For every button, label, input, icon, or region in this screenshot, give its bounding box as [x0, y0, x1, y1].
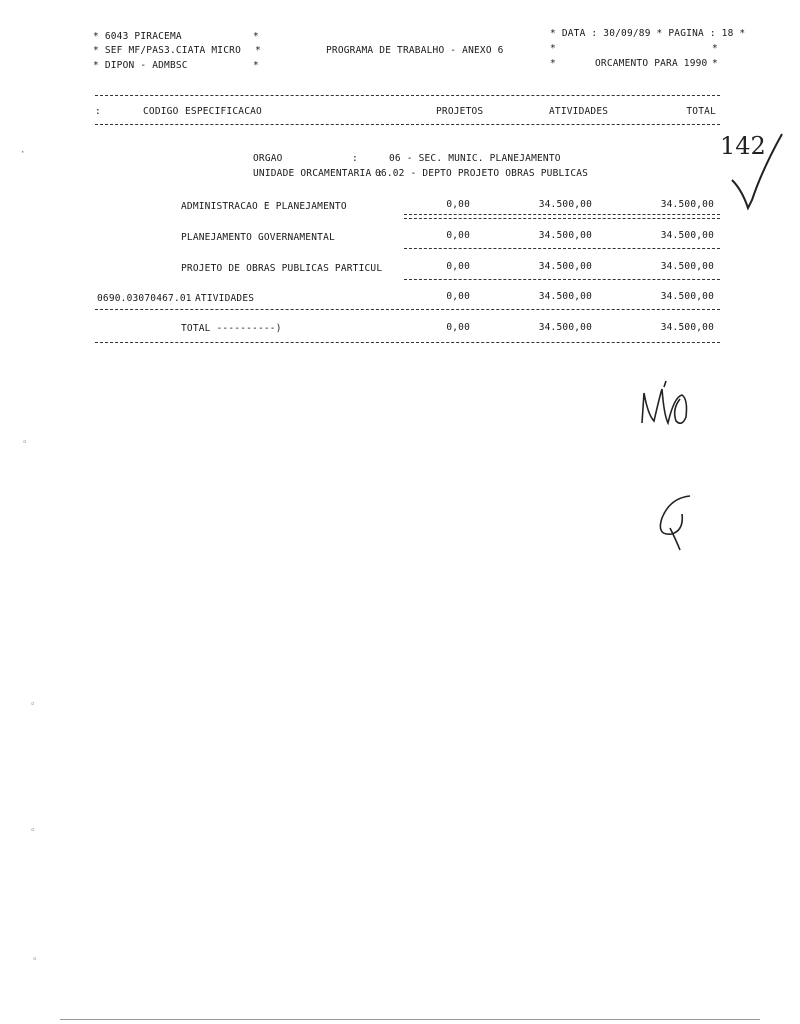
column-separator: :	[95, 106, 101, 117]
row-especificacao: ATIVIDADES	[195, 293, 255, 304]
row-projetos: 0,00	[446, 291, 470, 302]
column-header-projetos: PROJETOS	[436, 106, 484, 117]
unidade-value: 06.02 - DEPTO PROJETO OBRAS PUBLICAS	[375, 168, 589, 179]
orgao-label: ORGAO	[253, 153, 283, 164]
row-projetos: 0,00	[446, 261, 470, 272]
row-projetos: 0,00	[446, 199, 470, 210]
header-star: *	[712, 43, 718, 54]
row-especificacao: ADMINISTRACAO E PLANEJAMENTO	[181, 201, 347, 212]
row-total: 34.500,00	[660, 199, 714, 210]
total-projetos: 0,00	[446, 322, 470, 333]
unidade-label: UNIDADE ORCAMENTARIA :	[253, 168, 384, 179]
total-label: TOTAL ----------)	[181, 323, 282, 334]
punch-mark-icon: ◦	[30, 700, 36, 710]
column-header-codigo: CODIGO	[143, 106, 179, 117]
header-star: *	[255, 45, 261, 56]
total-total: 34.500,00	[660, 322, 714, 333]
punch-mark-icon: ◦	[30, 826, 36, 836]
header-star: *	[550, 58, 556, 69]
punch-mark-icon: ◦	[32, 955, 38, 965]
header-star: *	[253, 31, 259, 42]
row-projetos: 0,00	[446, 230, 470, 241]
row-atividades: 34.500,00	[538, 199, 592, 210]
handwritten-signature-icon	[650, 488, 700, 558]
header-org-code: * 6043 PIRACEMA	[93, 31, 182, 42]
table-top-rule	[95, 95, 720, 96]
double-rule	[404, 214, 720, 219]
row-rule	[95, 309, 720, 310]
page-stamp-number: 142	[720, 132, 766, 160]
handwritten-initials-icon	[636, 375, 716, 435]
row-atividades: 34.500,00	[538, 230, 592, 241]
row-total: 34.500,00	[660, 261, 714, 272]
total-atividades: 34.500,00	[538, 322, 592, 333]
table-header-rule	[95, 124, 720, 125]
row-total: 34.500,00	[660, 230, 714, 241]
header-star: *	[550, 43, 556, 54]
row-especificacao: PLANEJAMENTO GOVERNAMENTAL	[181, 232, 335, 243]
header-star: *	[253, 60, 259, 71]
punch-mark-icon: ·	[20, 148, 26, 158]
punch-mark-icon: ◦	[22, 438, 28, 448]
budget-year: ORCAMENTO PARA 1990	[595, 58, 708, 69]
page-stamp-check-icon	[690, 120, 790, 220]
header-star: *	[712, 58, 718, 69]
document-title: PROGRAMA DE TRABALHO - ANEXO 6	[326, 45, 504, 56]
column-header-total: TOTAL	[686, 106, 716, 117]
row-total: 34.500,00	[660, 291, 714, 302]
header-date-page: * DATA : 30/09/89 * PAGINA : 18 *	[550, 28, 746, 39]
scan-edge-line	[60, 1019, 760, 1020]
column-header-atividades: ATIVIDADES	[549, 106, 609, 117]
orgao-value: 06 - SEC. MUNIC. PLANEJAMENTO	[389, 153, 561, 164]
row-especificacao: PROJETO DE OBRAS PUBLICAS PARTICUL	[181, 263, 383, 274]
table-bottom-rule	[95, 342, 720, 343]
row-atividades: 34.500,00	[538, 261, 592, 272]
header-division: * DIPON - ADMBSC	[93, 60, 188, 71]
row-rule	[404, 248, 720, 249]
column-header-especificacao: ESPECIFICACAO	[185, 106, 262, 117]
row-codigo: 0690.03070467.01	[97, 293, 192, 304]
header-department: * SEF MF/PAS3.CIATA MICRO	[93, 45, 241, 56]
orgao-colon: :	[352, 153, 358, 164]
row-atividades: 34.500,00	[538, 291, 592, 302]
row-rule	[404, 279, 720, 280]
